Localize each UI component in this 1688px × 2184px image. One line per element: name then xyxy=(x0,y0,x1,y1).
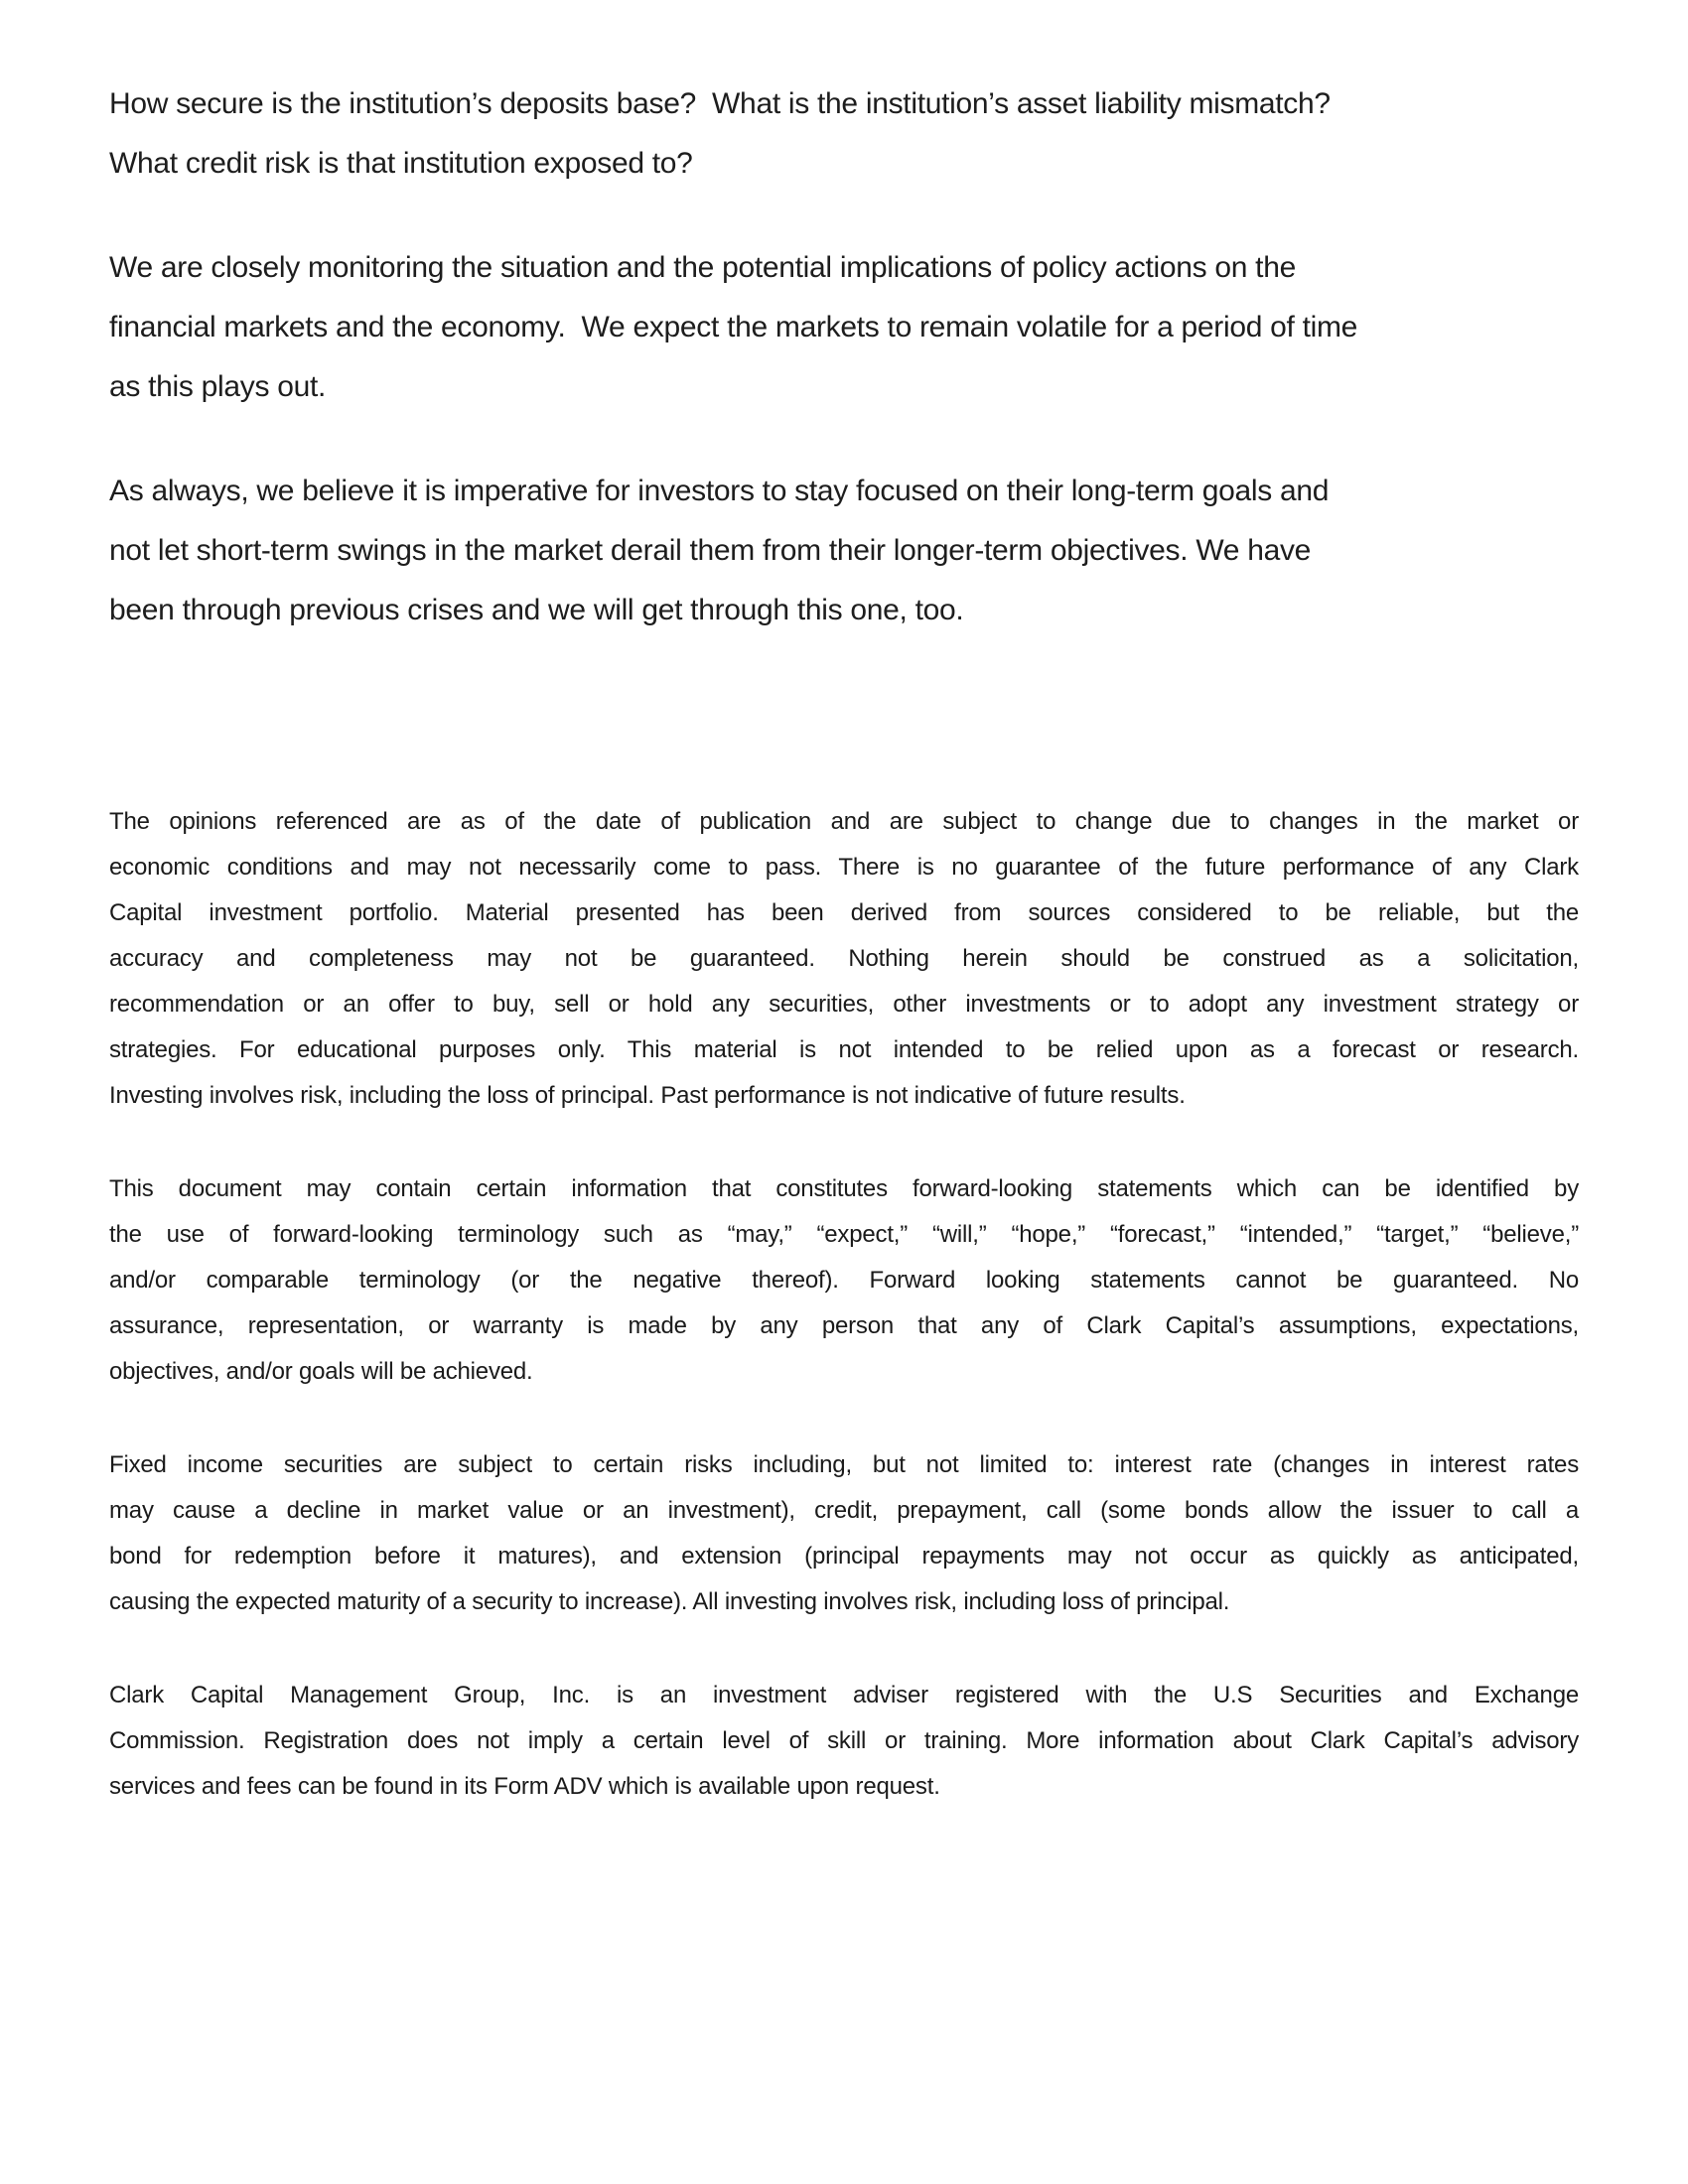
text-line: What credit risk is that institution exposed to? xyxy=(109,147,693,180)
text-line: Clark Capital Management Group, Inc. is an investment adviser registered with the U.S Securities and Exchange xyxy=(109,1682,1579,1708)
text-line: causing the expected maturity of a security to increase). All investing involves risk, including loss of principal. xyxy=(109,1588,1230,1615)
text-line: Capital investment portfolio. Material presented has been derived from sources considered to be reliable, but the xyxy=(109,899,1579,926)
commentary-paragraph-monitoring xyxy=(109,238,1579,417)
text-line: not let short-term swings in the market derail them from their longer-term objectives. We have xyxy=(109,534,1312,567)
text-line: Fixed income securities are subject to certain risks including, but not limited to: interest rate (changes in interest rates xyxy=(109,1451,1579,1478)
text-line: been through previous crises and we will get through this one, too. xyxy=(109,594,964,626)
text-line: objectives, and/or goals will be achieved. xyxy=(109,1358,533,1385)
commentary-paragraph-questions xyxy=(109,74,1579,194)
text-line: and/or comparable terminology (or the negative thereof). Forward looking statements cannot be guaranteed. No xyxy=(109,1267,1579,1294)
commentary-paragraph-long-term xyxy=(109,462,1579,640)
text-line: Commission. Registration does not imply a certain level of skill or training. More information about Clark Capital’s advisory xyxy=(109,1727,1579,1754)
disclosure-paragraph-fixed-income xyxy=(109,1442,1579,1625)
text-line: services and fees can be found in its Form ADV which is available upon request. xyxy=(109,1773,940,1800)
text-line: accuracy and completeness may not be guaranteed. Nothing herein should be construed as a solicitation, xyxy=(109,945,1579,972)
disclosure-paragraph-opinions xyxy=(109,799,1579,1119)
text-line: Investing involves risk, including the loss of principal. Past performance is not indicative of future results. xyxy=(109,1082,1186,1109)
disclosure-paragraph-registration xyxy=(109,1673,1579,1810)
text-line: the use of forward-looking terminology such as “may,” “expect,” “will,” “hope,” “forecast,” “intended,” “target,” “believe,” xyxy=(109,1221,1579,1248)
text-line: recommendation or an offer to buy, sell or hold any securities, other investments or to adopt any investment strategy or xyxy=(109,991,1579,1018)
disclosure-paragraph-forward-looking xyxy=(109,1166,1579,1395)
commentary-section xyxy=(109,0,1579,640)
text-line: bond for redemption before it matures), and extension (principal repayments may not occur as quickly as anticipated, xyxy=(109,1543,1579,1570)
text-line: as this plays out. xyxy=(109,370,327,403)
text-line: strategies. For educational purposes only. This material is not intended to be relied upon as a forecast or research. xyxy=(109,1036,1579,1063)
text-line: How secure is the institution’s deposits base? What is the institution’s asset liability mismatch? xyxy=(109,87,1331,120)
text-line: This document may contain certain information that constitutes forward-looking statements which can be identified by xyxy=(109,1175,1579,1202)
text-line: As always, we believe it is imperative for investors to stay focused on their long-term goals and xyxy=(109,475,1330,507)
disclosure-section xyxy=(109,799,1579,1810)
text-line: assurance, representation, or warranty is made by any person that any of Clark Capital’s assumptions, expectations, xyxy=(109,1312,1579,1339)
text-line: economic conditions and may not necessarily come to pass. There is no guarantee of the future performance of any Clark xyxy=(109,854,1579,881)
text-line: The opinions referenced are as of the date of publication and are subject to change due to changes in the market or xyxy=(109,808,1579,835)
text-line: may cause a decline in market value or an investment), credit, prepayment, call (some bonds allow the issuer to call a xyxy=(109,1497,1579,1524)
text-line: We are closely monitoring the situation and the potential implications of policy actions on the xyxy=(109,251,1296,284)
text-line: financial markets and the economy. We expect the markets to remain volatile for a period of time xyxy=(109,311,1358,343)
